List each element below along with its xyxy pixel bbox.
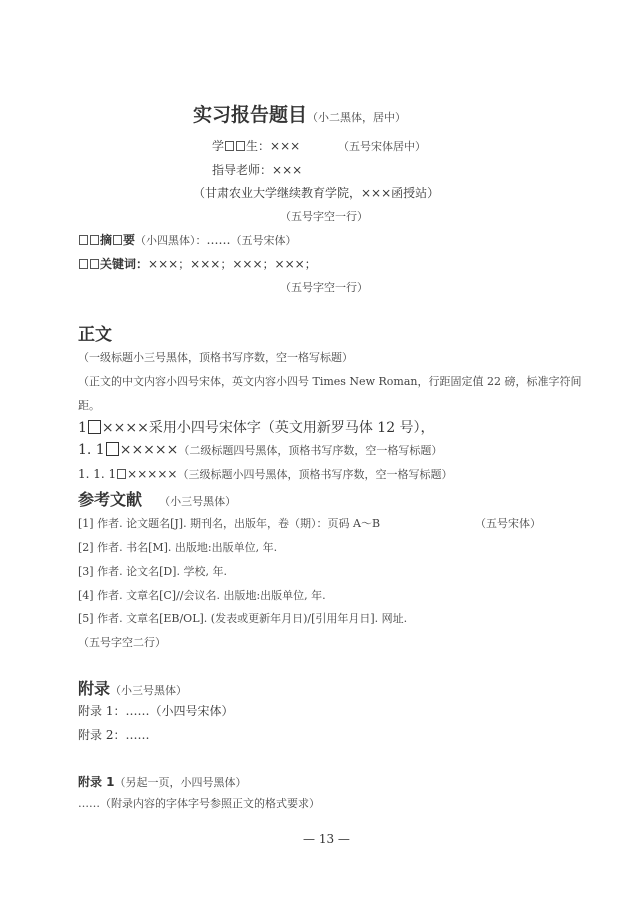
blank-box-icon <box>90 235 99 245</box>
report-title: 实习报告题目 <box>193 104 308 126</box>
blank-box-icon <box>79 235 88 245</box>
appendix-item: 附录 2：…… <box>78 728 150 742</box>
blank-box-icon <box>88 420 101 434</box>
blank-box-icon <box>106 442 119 456</box>
references-heading: 参考文献 <box>78 490 143 509</box>
appendix-heading-note: （小三号黑体） <box>110 684 188 697</box>
reference-item: [4] 作者. 文章名[C]//会议名. 出版地:出版单位, 年. <box>78 589 326 602</box>
advisor-line <box>212 161 302 178</box>
appendix-heading-line <box>78 676 187 699</box>
author-label-end: 生： <box>246 139 271 153</box>
appendix-sub-note: （另起一页，小四号黑体） <box>114 776 247 789</box>
appendix-heading: 附录 <box>78 679 111 698</box>
page-number: — 13 — <box>303 832 350 846</box>
abstract-label-note: （小四黑体）： <box>135 234 207 247</box>
appendix-content-note: ……（附录内容的字体字号参照正文的格式要求） <box>78 797 320 810</box>
title-format-note: （小二黑体，居中） <box>307 111 407 124</box>
heading-level-3 <box>78 466 452 482</box>
keywords-content: ×××；×××；×××；×××； <box>148 257 317 271</box>
reference-item: [2] 作者. 书名[M]. 出版地:出版单位, 年. <box>78 541 278 554</box>
h3-number: 1. 1. 1 <box>78 467 117 481</box>
appendix-sub-heading: 附录 1 <box>78 775 115 789</box>
heading-level-2 <box>78 442 442 458</box>
appendix-item: 附录 1：……（小四号宋体） <box>78 704 234 718</box>
blank-box-icon <box>225 141 234 151</box>
abstract-line <box>78 231 297 248</box>
abstract-content: …… <box>206 233 231 247</box>
advisor-value: ××× <box>272 163 303 177</box>
h2-number: 1. 1 <box>78 442 105 458</box>
h2-format-note: （二级标题四号黑体，顶格书写序数，空一格写标题） <box>178 444 443 457</box>
keywords-label: 关键词： <box>100 257 149 271</box>
references-font-note: （五号宋体） <box>475 517 541 530</box>
blank-box-icon <box>90 259 99 269</box>
author-format-note: （五号宋体居中） <box>338 140 427 153</box>
body-heading: 正文 <box>78 325 112 345</box>
reference-item: [3] 作者. 论文名[D]. 学校, 年. <box>78 565 227 578</box>
body-note-format: （正文的中文内容小四号宋体，英文内容小四号 Times New Roman，行距固定值 22 磅，标准字符间 <box>78 375 582 388</box>
affiliation: （甘肃农业大学继续教育学院，×××函授站） <box>193 186 440 200</box>
author-label: 学 <box>212 139 225 153</box>
blank-box-icon <box>79 259 88 269</box>
appendix-sub-heading-line <box>78 771 247 790</box>
gap-note-one: （五号字空一行） <box>280 210 368 223</box>
references-gap-note: （五号字空二行） <box>78 636 166 649</box>
author-line <box>212 137 426 154</box>
author-value: ××× <box>270 139 301 153</box>
abstract-label-a: 摘 <box>100 233 113 247</box>
blank-box-icon <box>236 141 245 151</box>
references-heading-note: （小三号黑体） <box>159 495 237 508</box>
abstract-content-note: （五号宋体） <box>230 234 297 247</box>
h2-text: ××××× <box>119 442 179 458</box>
advisor-label: 指导老师： <box>212 163 273 177</box>
reference-item: [5] 作者. 文章名[EB/OL]. (发表或更新年月日)/[引用年月日]. 网址. <box>78 612 408 625</box>
reference-item: [1] 作者. 论文题名[J]. 期刊名，出版年，卷（期）：页码 A～B <box>78 517 381 530</box>
h1-text: ××××采用小四号宋体字（英文用新罗马体 12 号）， <box>101 420 435 436</box>
abstract-label-b: 要 <box>123 233 136 247</box>
h1-number: 1 <box>78 420 87 436</box>
gap-note-two: （五号字空一行） <box>280 281 368 294</box>
keywords-line <box>78 255 317 272</box>
references-heading-line <box>78 487 236 510</box>
body-note-level1: （一级标题小三号黑体，顶格书写序数，空一格写标题） <box>78 351 353 364</box>
h3-format-note: （三级标题小四号黑体，顶格书写序数，空一格写标题） <box>177 468 453 481</box>
blank-box-icon <box>117 469 126 479</box>
heading-level-1 <box>78 417 435 437</box>
blank-box-icon <box>113 235 122 245</box>
body-note-format-cont: 距。 <box>78 399 100 412</box>
report-title-line <box>193 100 406 127</box>
h3-text: ××××× <box>127 467 178 481</box>
